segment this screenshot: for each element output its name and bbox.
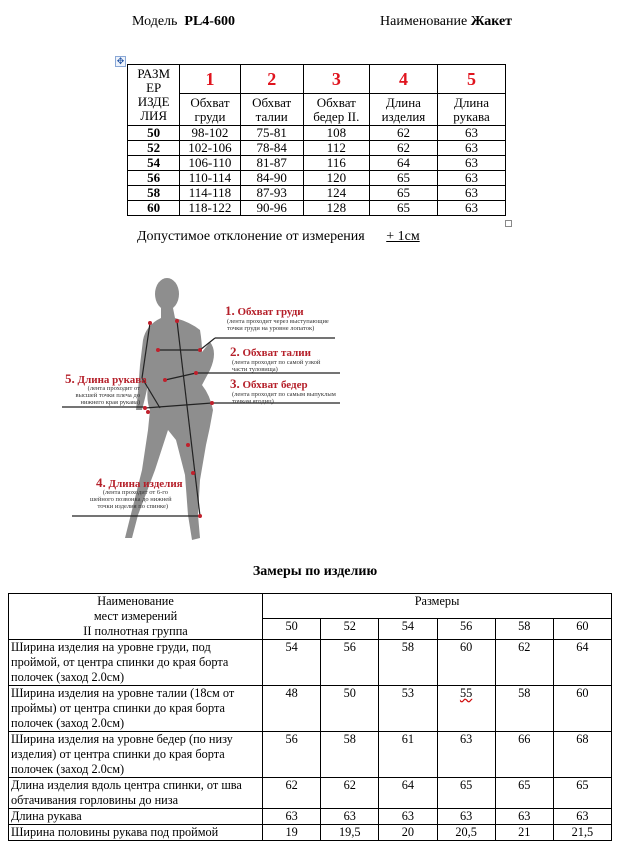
value-text: 63 bbox=[459, 809, 473, 823]
column-label-sleeve bbox=[438, 94, 506, 126]
garment-measurements-title: Замеры по изделию bbox=[252, 564, 378, 579]
annotation-hips bbox=[230, 376, 308, 392]
tolerance-label: Допустимое отклонение от измерения bbox=[137, 229, 365, 244]
measurement-value bbox=[379, 640, 437, 686]
annotation-title: Обхват груди bbox=[237, 306, 304, 318]
measurement-cell: 65 bbox=[369, 171, 437, 186]
size-column-header: 50 bbox=[263, 618, 321, 639]
measurement-value bbox=[553, 778, 611, 809]
measurement-row bbox=[9, 825, 612, 841]
measurement-name-header bbox=[9, 594, 263, 640]
value-text: 58 bbox=[343, 732, 356, 746]
measurement-value bbox=[495, 778, 553, 809]
measurement-value bbox=[553, 732, 611, 778]
value-text: 54 bbox=[285, 640, 298, 654]
annotation-length-note bbox=[90, 489, 172, 510]
value-text: 63 bbox=[576, 809, 589, 823]
measurement-value bbox=[263, 686, 321, 732]
label-line: изделия bbox=[381, 108, 426, 124]
measurement-row bbox=[9, 809, 612, 825]
note-line: высшей точки плеча до bbox=[75, 392, 140, 399]
size-column-header: 52 bbox=[321, 618, 379, 639]
note-line: точки груди на уровне лопаток) bbox=[227, 325, 315, 332]
measurement-name: Ширина изделия на уровне груди, под проймой, от центра спинки до края борта полочек (заход 2.0см) bbox=[9, 640, 263, 686]
product-name-value: Жакет bbox=[470, 14, 513, 29]
note-line: шейного позвонка до нижней bbox=[90, 496, 172, 503]
value-text: 19,5 bbox=[339, 825, 361, 839]
model-field bbox=[132, 14, 235, 30]
sizes-header: Размеры bbox=[263, 594, 612, 619]
value-text: 53 bbox=[401, 686, 415, 700]
measurement-cell: 112 bbox=[303, 141, 369, 156]
note-line: точкам ягодиц) bbox=[232, 398, 274, 405]
measurement-cell: 63 bbox=[438, 126, 506, 141]
label-line: рукава bbox=[453, 108, 490, 124]
measurement-row bbox=[9, 732, 612, 778]
measurement-cell: 106-110 bbox=[180, 156, 240, 171]
measurement-value bbox=[437, 640, 495, 686]
note-line: точки изделия по спинке) bbox=[97, 503, 168, 510]
measurement-value bbox=[495, 686, 553, 732]
size-row bbox=[128, 186, 506, 201]
note-line: (лента проходит по самой узкой bbox=[232, 359, 321, 366]
value-text: 58 bbox=[518, 686, 531, 700]
value-text: 20 bbox=[401, 825, 415, 839]
value-text: 61 bbox=[401, 732, 415, 746]
value-text: 60 bbox=[459, 640, 473, 654]
value-text: 65 bbox=[459, 778, 473, 792]
annotation-chest-note bbox=[227, 318, 329, 332]
measurement-value bbox=[379, 778, 437, 809]
measurement-name: Ширина половины рукава под проймой bbox=[9, 825, 263, 841]
tolerance-note bbox=[137, 229, 420, 245]
measurement-value bbox=[263, 809, 321, 825]
value-text: 63 bbox=[459, 732, 473, 746]
measurement-value bbox=[437, 809, 495, 825]
measurement-value bbox=[379, 809, 437, 825]
size-cell: 52 bbox=[128, 141, 180, 156]
measurement-value bbox=[321, 640, 379, 686]
header-line: II полнотная группа bbox=[83, 624, 188, 638]
value-text: 50 bbox=[343, 686, 356, 700]
column-label-length bbox=[369, 94, 437, 126]
size-cell: 50 bbox=[128, 126, 180, 141]
measurement-cell: 114-118 bbox=[180, 186, 240, 201]
measurement-value bbox=[553, 809, 611, 825]
measurement-cell: 65 bbox=[369, 186, 437, 201]
measurement-value bbox=[553, 686, 611, 732]
measurement-cell: 98-102 bbox=[180, 126, 240, 141]
size-row bbox=[128, 201, 506, 216]
annotation-number: 5. bbox=[65, 371, 75, 386]
measurement-value bbox=[321, 809, 379, 825]
annotation-title: Длина рукава bbox=[77, 374, 147, 386]
measurement-value bbox=[437, 825, 495, 841]
label-line: Обхват bbox=[190, 94, 230, 110]
measurement-cell: 118-122 bbox=[180, 201, 240, 216]
value-text: 56 bbox=[285, 732, 298, 746]
measurement-value bbox=[379, 732, 437, 778]
value-text: 19 bbox=[285, 825, 298, 839]
annotation-title: Обхват бедер bbox=[242, 379, 308, 391]
value-text: 55 bbox=[459, 686, 473, 700]
table-move-handle-icon[interactable]: ✥ bbox=[116, 56, 125, 66]
value-text: 56 bbox=[343, 640, 356, 654]
measurement-cell: 90-96 bbox=[240, 201, 303, 216]
value-text: 63 bbox=[518, 809, 531, 823]
measurement-cell: 108 bbox=[303, 126, 369, 141]
annotation-number: 2. bbox=[230, 344, 240, 359]
size-column-header: 58 bbox=[495, 618, 553, 639]
annotation-chest bbox=[225, 303, 304, 319]
measurement-cell: 84-90 bbox=[240, 171, 303, 186]
column-number: 2 bbox=[240, 65, 303, 94]
column-number: 5 bbox=[438, 65, 506, 94]
size-row bbox=[128, 141, 506, 156]
corner-line: ИЗДЕ bbox=[137, 94, 170, 109]
annotation-waist-note bbox=[232, 359, 320, 373]
value-text: 65 bbox=[576, 778, 589, 792]
note-line: (лента проходит от 6-го bbox=[102, 489, 168, 496]
size-cell: 54 bbox=[128, 156, 180, 171]
value-text: 62 bbox=[343, 778, 356, 792]
value-text: 64 bbox=[576, 640, 589, 654]
size-row bbox=[128, 126, 506, 141]
label-line: Обхват bbox=[316, 94, 356, 110]
measurement-name: Длина рукава bbox=[9, 809, 263, 825]
measurement-cell: 63 bbox=[438, 201, 506, 216]
product-name-field bbox=[380, 14, 512, 30]
value-text: 21,5 bbox=[571, 825, 594, 839]
measurement-value bbox=[379, 686, 437, 732]
value-text: 66 bbox=[518, 732, 531, 746]
note-line: (лента проходит через выступающие bbox=[227, 318, 329, 325]
value-text: 63 bbox=[343, 809, 356, 823]
annotation-number: 3. bbox=[230, 376, 240, 391]
annotation-waist bbox=[230, 344, 311, 360]
column-number: 3 bbox=[303, 65, 369, 94]
measurement-name: Ширина изделия на уровне бедер (по низу изделия) от центра спинки до края борта полочек (заход 2.0см) bbox=[9, 732, 263, 778]
garment-measurements-table bbox=[8, 593, 612, 841]
value-text: 58 bbox=[401, 640, 415, 654]
corner-line: РАЗМ bbox=[137, 66, 171, 81]
measurement-cell: 75-81 bbox=[240, 126, 303, 141]
size-row bbox=[128, 171, 506, 186]
measurement-value bbox=[553, 640, 611, 686]
column-label-chest bbox=[180, 94, 240, 126]
model-label: Модель bbox=[132, 14, 178, 29]
value-text: 48 bbox=[285, 686, 298, 700]
note-line: нижнего края рукава) bbox=[80, 399, 140, 406]
annotation-number: 1. bbox=[225, 303, 235, 318]
column-number: 4 bbox=[369, 65, 437, 94]
model-value: PL4-600 bbox=[184, 14, 235, 29]
annotation-title: Длина изделия bbox=[108, 478, 183, 490]
size-chart-table bbox=[127, 64, 506, 216]
value-text: 68 bbox=[576, 732, 589, 746]
measurement-value bbox=[321, 686, 379, 732]
annotation-number: 4. bbox=[96, 475, 106, 490]
measurement-cell: 116 bbox=[303, 156, 369, 171]
measurement-value bbox=[437, 732, 495, 778]
value-text: 62 bbox=[518, 640, 531, 654]
measurement-cell: 110-114 bbox=[180, 171, 240, 186]
value-text: 63 bbox=[285, 809, 298, 823]
size-row bbox=[128, 156, 506, 171]
measurement-cell: 62 bbox=[369, 126, 437, 141]
label-line: бедер II. bbox=[313, 108, 360, 124]
measurement-cell: 81-87 bbox=[240, 156, 303, 171]
measurement-cell: 65 bbox=[369, 201, 437, 216]
label-line: Обхват bbox=[252, 94, 292, 110]
column-label-waist bbox=[240, 94, 303, 126]
measurement-cell: 63 bbox=[438, 171, 506, 186]
header-line: мест измерений bbox=[93, 609, 178, 623]
measurement-cell: 78-84 bbox=[240, 141, 303, 156]
measurement-row bbox=[9, 686, 612, 732]
measurement-value bbox=[495, 732, 553, 778]
note-line: части туловища) bbox=[232, 366, 278, 373]
value-text: 60 bbox=[576, 686, 589, 700]
measurement-cell: 128 bbox=[303, 201, 369, 216]
measurement-cell: 124 bbox=[303, 186, 369, 201]
measurement-value bbox=[553, 825, 611, 841]
label-line: груди bbox=[194, 108, 226, 124]
measurement-value bbox=[437, 686, 495, 732]
measurement-value bbox=[495, 825, 553, 841]
measurement-value bbox=[263, 640, 321, 686]
measurement-cell: 64 bbox=[369, 156, 437, 171]
measurement-value bbox=[263, 825, 321, 841]
size-column-header: 54 bbox=[379, 618, 437, 639]
column-number: 1 bbox=[180, 65, 240, 94]
label-line: Длина bbox=[453, 94, 490, 110]
measurement-value bbox=[495, 809, 553, 825]
value-text: 65 bbox=[518, 778, 531, 792]
measurement-value bbox=[321, 732, 379, 778]
size-cell: 58 bbox=[128, 186, 180, 201]
table-resize-handle[interactable] bbox=[505, 220, 512, 227]
measurement-cell: 87-93 bbox=[240, 186, 303, 201]
corner-line: ЛИЯ bbox=[140, 108, 168, 123]
label-line: Длина bbox=[385, 94, 421, 110]
annotation-hips-note bbox=[232, 391, 336, 405]
measurement-row bbox=[9, 778, 612, 809]
header-line: Наименование bbox=[97, 594, 174, 608]
tolerance-value: + 1см bbox=[386, 229, 420, 244]
value-text: 21 bbox=[518, 825, 531, 839]
annotation-title: Обхват талии bbox=[242, 347, 311, 359]
size-column-header: 56 bbox=[437, 618, 495, 639]
note-line: (лента проходит от bbox=[87, 385, 140, 392]
value-text: 20,5 bbox=[455, 825, 477, 839]
measurement-name: Ширина изделия на уровне талии (18см от проймы) от центра спинки до края борта полочек (заход 2.0см) bbox=[9, 686, 263, 732]
measurement-cell: 63 bbox=[438, 141, 506, 156]
measurement-value bbox=[263, 732, 321, 778]
value-text: 63 bbox=[401, 809, 415, 823]
measurement-cell: 120 bbox=[303, 171, 369, 186]
size-corner-header bbox=[128, 65, 180, 126]
product-name-label: Наименование bbox=[380, 14, 468, 29]
measurement-row bbox=[9, 640, 612, 686]
measurement-cell: 63 bbox=[438, 186, 506, 201]
value-text: 64 bbox=[401, 778, 415, 792]
annotation-sleeve-note bbox=[68, 385, 140, 406]
measurement-cell: 102-106 bbox=[180, 141, 240, 156]
measurement-cell: 63 bbox=[438, 156, 506, 171]
label-line: талии bbox=[255, 108, 288, 124]
corner-line: ЕР bbox=[146, 80, 162, 95]
measurement-value bbox=[321, 825, 379, 841]
size-cell: 56 bbox=[128, 171, 180, 186]
size-column-header: 60 bbox=[553, 618, 611, 639]
measurement-value bbox=[321, 778, 379, 809]
measurement-value bbox=[263, 778, 321, 809]
size-cell: 60 bbox=[128, 201, 180, 216]
column-label-hips bbox=[303, 94, 369, 126]
measurement-value bbox=[437, 778, 495, 809]
note-line: (лента проходит по самым выпуклым bbox=[232, 391, 336, 398]
measurement-cell: 62 bbox=[369, 141, 437, 156]
measurement-name: Длина изделия вдоль центра спинки, от шва обтачивания горловины до низа bbox=[9, 778, 263, 809]
measurement-value bbox=[379, 825, 437, 841]
measurement-figure bbox=[50, 270, 360, 550]
measurement-value bbox=[495, 640, 553, 686]
value-text: 62 bbox=[285, 778, 298, 792]
